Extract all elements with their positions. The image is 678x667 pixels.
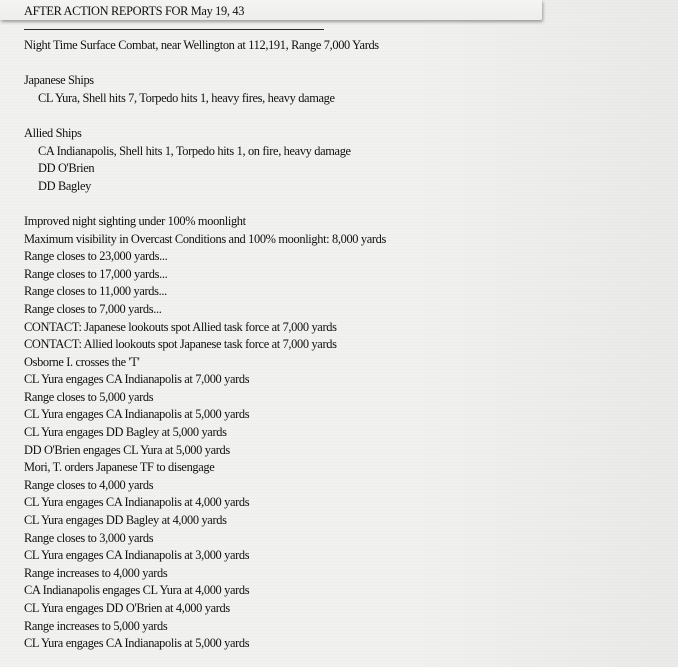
event-line: CONTACT: Allied lookouts spot Japanese task force at 7,000 yards [24, 337, 337, 352]
event-line: Range closes to 17,000 yards... [24, 266, 168, 281]
after-action-report [24, 3, 664, 653]
event-line: Range closes to 23,000 yards... [24, 249, 168, 264]
event-line: CL Yura engages CA Indianapolis at 4,000 yards [24, 495, 250, 510]
event-line: Range closes to 7,000 yards... [24, 301, 162, 316]
title-divider [24, 29, 324, 30]
event-line: Range closes to 5,000 yards [24, 389, 154, 404]
event-line: CL Yura engages DD O'Brien at 4,000 yards [24, 601, 230, 615]
event-line: Range closes to 3,000 yards [24, 530, 154, 545]
spacer [24, 55, 664, 73]
event-line: Maximum visibility in Overcast Conditions and 100% moonlight: 8,000 yards [24, 231, 386, 246]
event-line: Improved night sighting under 100% moonlight [24, 213, 246, 228]
event-line: CL Yura engages DD Bagley at 4,000 yards [24, 513, 227, 528]
report-title: AFTER ACTION REPORTS FOR May 19, 43 [24, 4, 245, 18]
event-line: CL Yura engages CA Indianapolis at 7,000 yards [24, 372, 250, 387]
allied-ship-entry: DD Bagley [38, 178, 91, 193]
event-line: CONTACT: Japanese lookouts spot Allied task force at 7,000 yards [24, 319, 337, 334]
event-line: Range closes to 4,000 yards [24, 477, 154, 492]
event-line: CA Indianapolis engages CL Yura at 4,000 yards [24, 583, 250, 598]
event-line: Range increases to 5,000 yards [24, 618, 168, 633]
combat-header: Night Time Surface Combat, near Wellington at 112,191, Range 7,000 Yards [24, 38, 379, 52]
spacer [24, 107, 664, 125]
event-line: CL Yura engages CA Indianapolis at 5,000 yards [24, 407, 250, 422]
event-line: Mori, T. orders Japanese TF to disengage [24, 460, 215, 475]
event-line: CL Yura engages CA Indianapolis at 5,000 yards [24, 636, 250, 651]
allied-ship-entry: CA Indianapolis, Shell hits 1, Torpedo hits 1, on fire, heavy damage [38, 143, 351, 158]
event-line: CL Yura engages CA Indianapolis at 3,000 yards [24, 548, 250, 563]
event-line: Osborne I. crosses the 'T' [24, 354, 140, 369]
japanese-ships-label: Japanese Ships [24, 73, 94, 88]
event-line: DD O'Brien engages CL Yura at 5,000 yards [24, 442, 230, 457]
allied-ship-entry: DD O'Brien [38, 161, 95, 176]
japanese-ship-entry: CL Yura, Shell hits 7, Torpedo hits 1, heavy fires, heavy damage [38, 90, 335, 105]
spacer [24, 195, 664, 213]
event-line: Range closes to 11,000 yards... [24, 284, 167, 299]
combat-event-log [24, 213, 664, 653]
event-line: CL Yura engages DD Bagley at 5,000 yards [24, 425, 227, 440]
event-line: Range increases to 4,000 yards [24, 565, 168, 580]
allied-ships-label: Allied Ships [24, 125, 82, 140]
